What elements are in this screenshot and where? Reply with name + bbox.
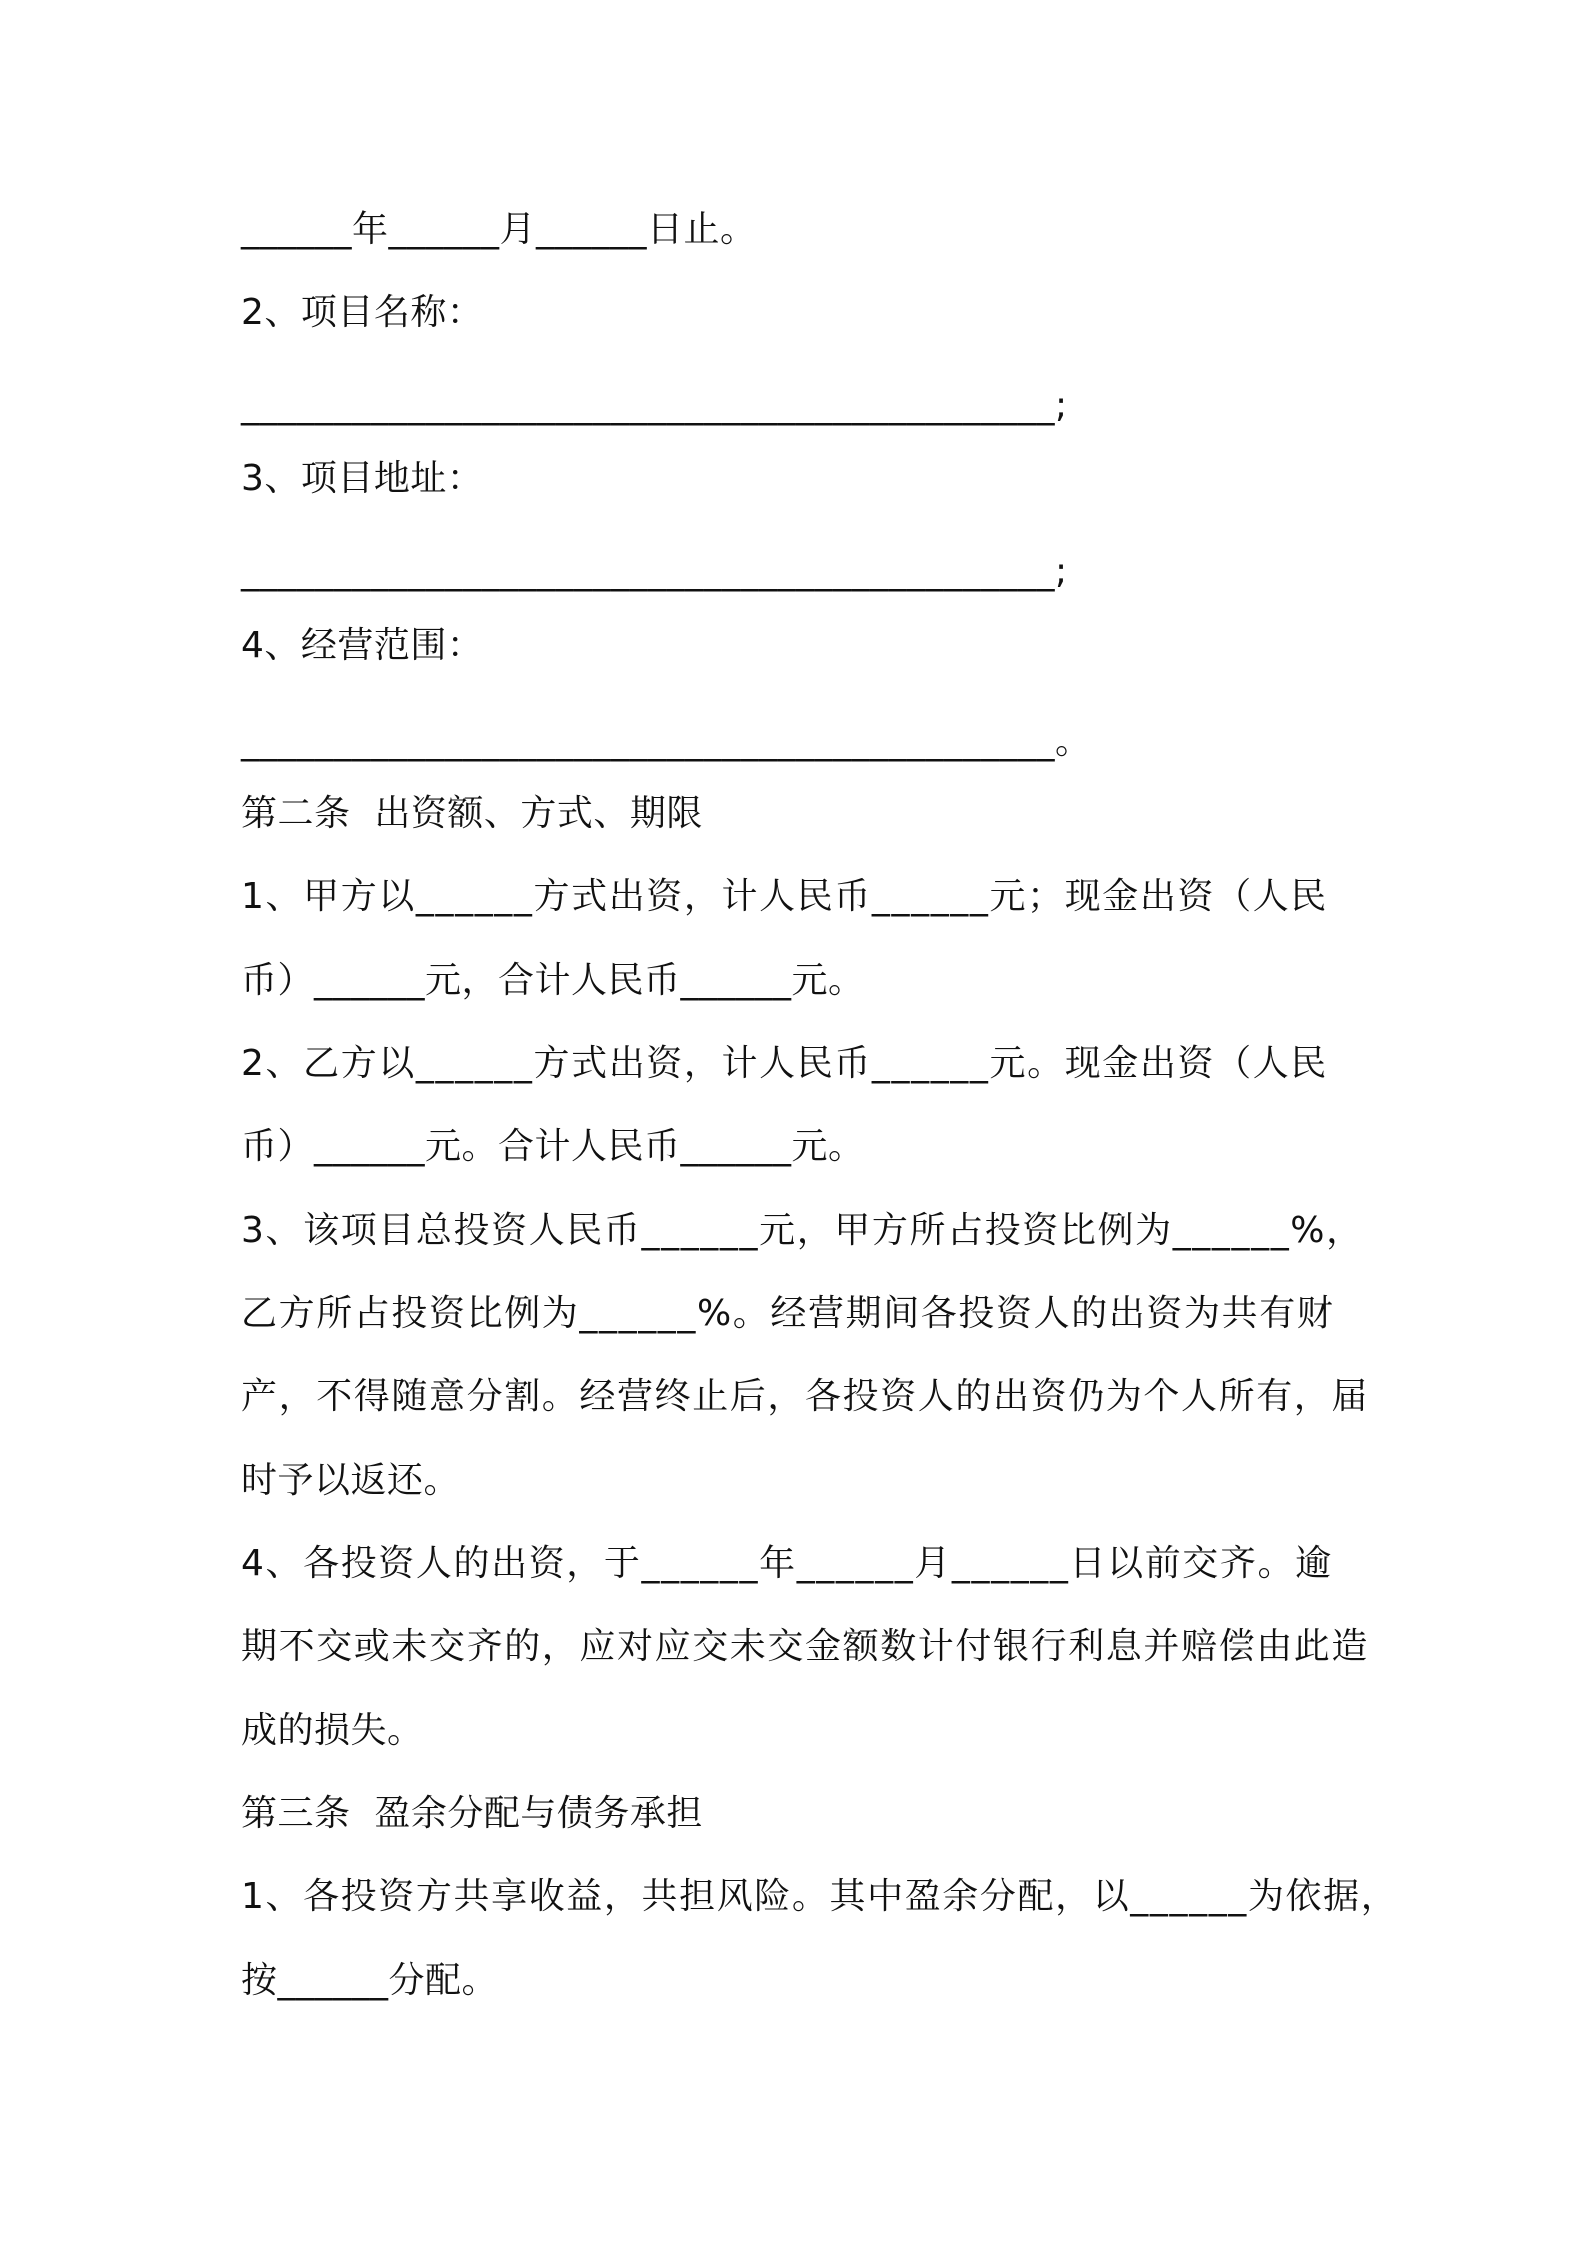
text-line-project-address-blank: ____________________________________________;	[241, 551, 1068, 592]
text-line-clause-2-2-a: 2、乙方以______方式出资，计人民币______元。现金出资（人民	[241, 1043, 1328, 1084]
text-line-clause-3-1-a: 1、各投资方共享收益，共担风险。其中盈余分配，以______为依据，	[241, 1876, 1399, 1917]
text-line-clause-2-3-a: 3、该项目总投资人民币______元，甲方所占投资比例为______%，	[241, 1210, 1364, 1251]
text-line-clause-2-1-b: 币）______元，合计人民币______元。	[241, 960, 865, 1001]
text-line-clause-2-1-a: 1、甲方以______方式出资，计人民币______元；现金出资（人民	[241, 876, 1328, 917]
text-line-clause-3-1-b: 按______分配。	[241, 1960, 499, 2001]
section-heading-article-2: 第二条 出资额、方式、期限	[241, 793, 703, 834]
text-line-term-end-date: ______年______月______日止。	[241, 209, 757, 250]
text-line-business-scope-blank: ____________________________________________。	[241, 721, 1092, 762]
section-heading-article-3: 第三条 盈余分配与债务承担	[241, 1793, 703, 1834]
text-line-project-name-blank: ____________________________________________;	[241, 385, 1068, 426]
text-line-business-scope-label: 4、经营范围：	[241, 625, 484, 666]
text-line-clause-2-4-c: 成的损失。	[241, 1710, 424, 1751]
text-line-clause-2-4-a: 4、各投资人的出资，于______年______月______日以前交齐。逾	[241, 1543, 1333, 1584]
text-line-clause-2-2-b: 币）______元。合计人民币______元。	[241, 1126, 865, 1167]
text-line-clause-2-3-b: 乙方所占投资比例为______%。经营期间各投资人的出资为共有财	[241, 1293, 1335, 1334]
text-line-project-address-label: 3、项目地址：	[241, 458, 484, 499]
text-line-clause-2-4-b: 期不交或未交齐的，应对应交未交金额数计付银行利息并赔偿由此造	[241, 1626, 1370, 1667]
text-line-clause-2-3-d: 时予以返还。	[241, 1460, 461, 1501]
text-line-project-name-label: 2、项目名称：	[241, 292, 484, 333]
text-line-clause-2-3-c: 产，不得随意分割。经营终止后，各投资人的出资仍为个人所有，届	[241, 1376, 1370, 1417]
